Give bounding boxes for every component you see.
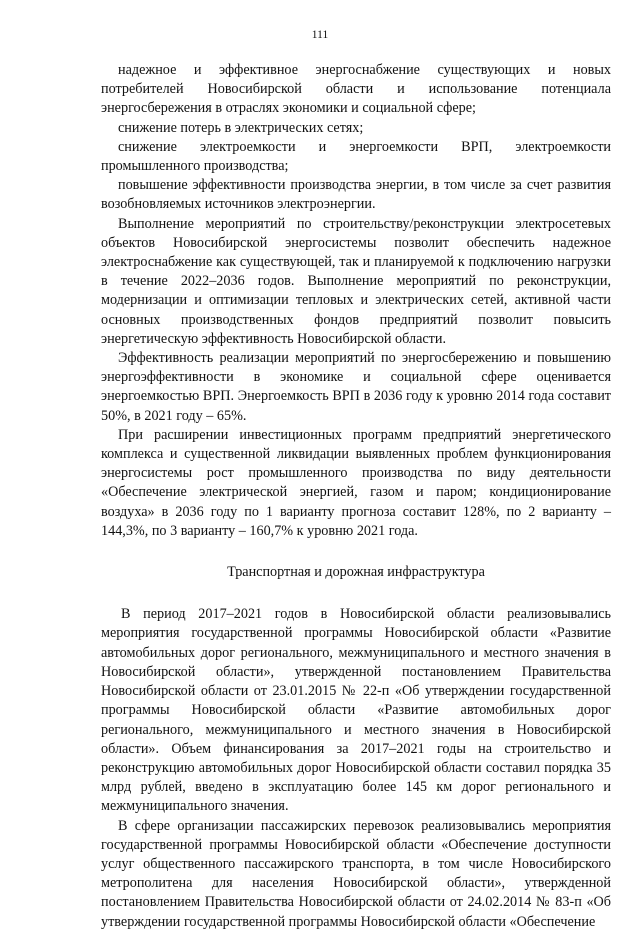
paragraph: повышение эффективности производства энергии, в том числе за счет развития возобновляемых источников электроэнергии. [101,177,611,213]
page-number: 111 [311,29,329,41]
paragraph: надежное и эффективное энергоснабжение существующих и новых потребителей Новосибирской области и использование потенциала энергосбережения в отраслях экономики и социальной сфере; [101,62,611,117]
paragraph: В период 2017–2021 годов в Новосибирской области реализовывались мероприятия государственной программы Новосибирской области «Развитие автомобильных дорог регионального, межмуниципального и местного значения в Новосибирской области», утвержденной постановлением Правительства Новосибирской области от 23.01.2015 № 22-п «Об утверждении государственной программы Новосибирской области «Развитие автомобильных дорог регионального, межмуниципального и местного значения в Новосибирской области». Объем финансирования за 2017–2021 годы на строительство и реконструкцию автомобильных дорог Новосибирской области составил порядка 35 млрд рублей, введено в эксплуатацию более 145 км дорог регионального и межмуниципального значения. [101,606,611,815]
paragraph: снижение потерь в электрических сетях; [118,119,364,136]
paragraph: снижение электроемкости и энергоемкости ВРП, электроемкости промышленного производства; [101,138,611,175]
section-heading: Транспортная и дорожная инфраструктура [227,564,485,581]
paragraph: В сфере организации пассажирских перевозок реализовывались мероприятия государственной программы Новосибирской области «Обеспечение доступности услуг общественного пассажирского транспорта, в том числе Новосибирского метрополитена для населения Новосибирской области», утвержденной постановлением Правительства Новосибирской области от 24.02.2014 № 83-п «Об утверждении государственной программы Новосибирской области «Обеспечение [101,817,611,930]
body-text [101,61,611,932]
paragraph: При расширении инвестиционных программ предприятий энергетического комплекса и существенной ликвидации выявленных проблем функционирования энергосистемы рост промышленного производства по виду деятельности «Обеспечение электрической энергией, газом и паром; кондиционирование воздуха» в 2036 году по 1 варианту прогноза составит 128%, по 2 варианту – 144,3%, по 3 варианту – 160,7% к уровню 2021 года. [101,426,611,539]
paragraph: Выполнение мероприятий по строительству/реконструкции электросетевых объектов Новосибирской энергосистемы позволит обеспечить надежное электроснабжение как существующей, так и планируемой к подключению нагрузки в течение 2022–2036 годов. Выполнение мероприятий по реконструкции, модернизации и оптимизации тепловых и электрических сетей, активной части основных производственных фондов предприятий позволит повысить энергетическую эффективность Новосибирской области. [101,215,611,347]
paragraph: Эффективность реализации мероприятий по энергосбережению и повышению энергоэффективности в экономике и социальной сфере оценивается энергоемкостью ВРП. Энергоемкость ВРП в 2036 году к уровню 2014 года составит 50%, в 2021 году – 65%. [101,350,611,424]
